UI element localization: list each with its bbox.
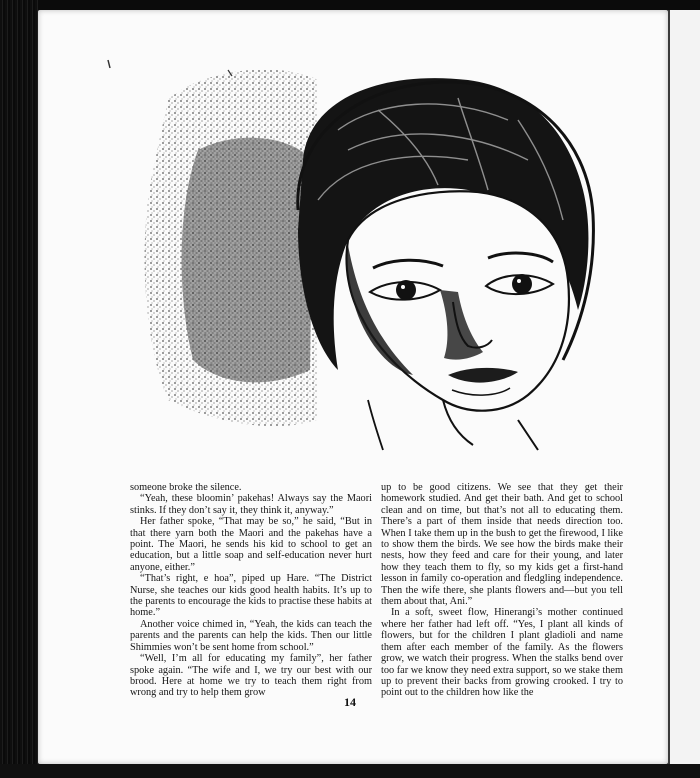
paragraph: “Well, I’m all for educating my family”, her father spoke again. “The wife and I, we try our best with our brood. Here at home we try to teach them right from wrong and try to help them grow — [130, 653, 372, 699]
paragraph: Her father spoke, “That may be so,” he said, “But in that there yarn both the Maori and the pakehas have a point. The Maori, he sends his kid to school to get an education, but a little soap and self-education never hurt anyone, either.” — [130, 516, 372, 573]
paragraph: someone broke the silence. — [130, 482, 242, 493]
paragraph: “That’s right, e hoa”, piped up Hare. “The District Nurse, she teaches our kids good health habits. It’s up to the parents to encourage the kids to practise these habits at home.” — [130, 573, 372, 619]
page-number: 14 — [344, 695, 356, 709]
facing-page-edge — [668, 10, 700, 764]
paragraph: In a soft, sweet flow, Hinerangi’s mother continued where her father had left off. “Yes, I plant all kinds of flowers, but for the children I plant gladioli and name them after each member of the family. As the flowers grow, we watch their progress. When the stalks bend over too far we know they need extra support, so we stake them up to prevent their backs from growing crooked. I try to point out to the children how like the — [381, 607, 623, 699]
paragraph: “Yeah, these bloomin’ pakehas! Always say the Maori stinks. If they don’t say it, they think it, anyway.” — [130, 493, 372, 516]
scan-edge-top — [0, 0, 700, 10]
scan-edge-left — [0, 0, 40, 778]
text-column-left — [130, 482, 372, 699]
scan-edge-bottom — [0, 764, 700, 778]
text-column-right — [381, 482, 623, 699]
paragraph: up to be good citizens. We see that they get their homework studied. And get their bath. And get to school clean and on time, but that’s not all to educating them. There’s a part of them inside that needs direction too. When I take them up in the bush to get the firewood, I like to show them the birds. We see how the birds make their nests, how they feed and care for their young, and later how they teach them to fly, so my kids get a first-hand lesson in family co-operation and fledgling independence. Then the wife there, she plants flowers and—but you tell them about that, Ani.” — [381, 482, 623, 608]
portrait-sketch-icon — [48, 40, 608, 455]
paragraph: Another voice chimed in, “Yeah, the kids can teach the parents and the parents can help the kids. Then our little Shimmies won’t be sent home from school.” — [130, 618, 372, 653]
